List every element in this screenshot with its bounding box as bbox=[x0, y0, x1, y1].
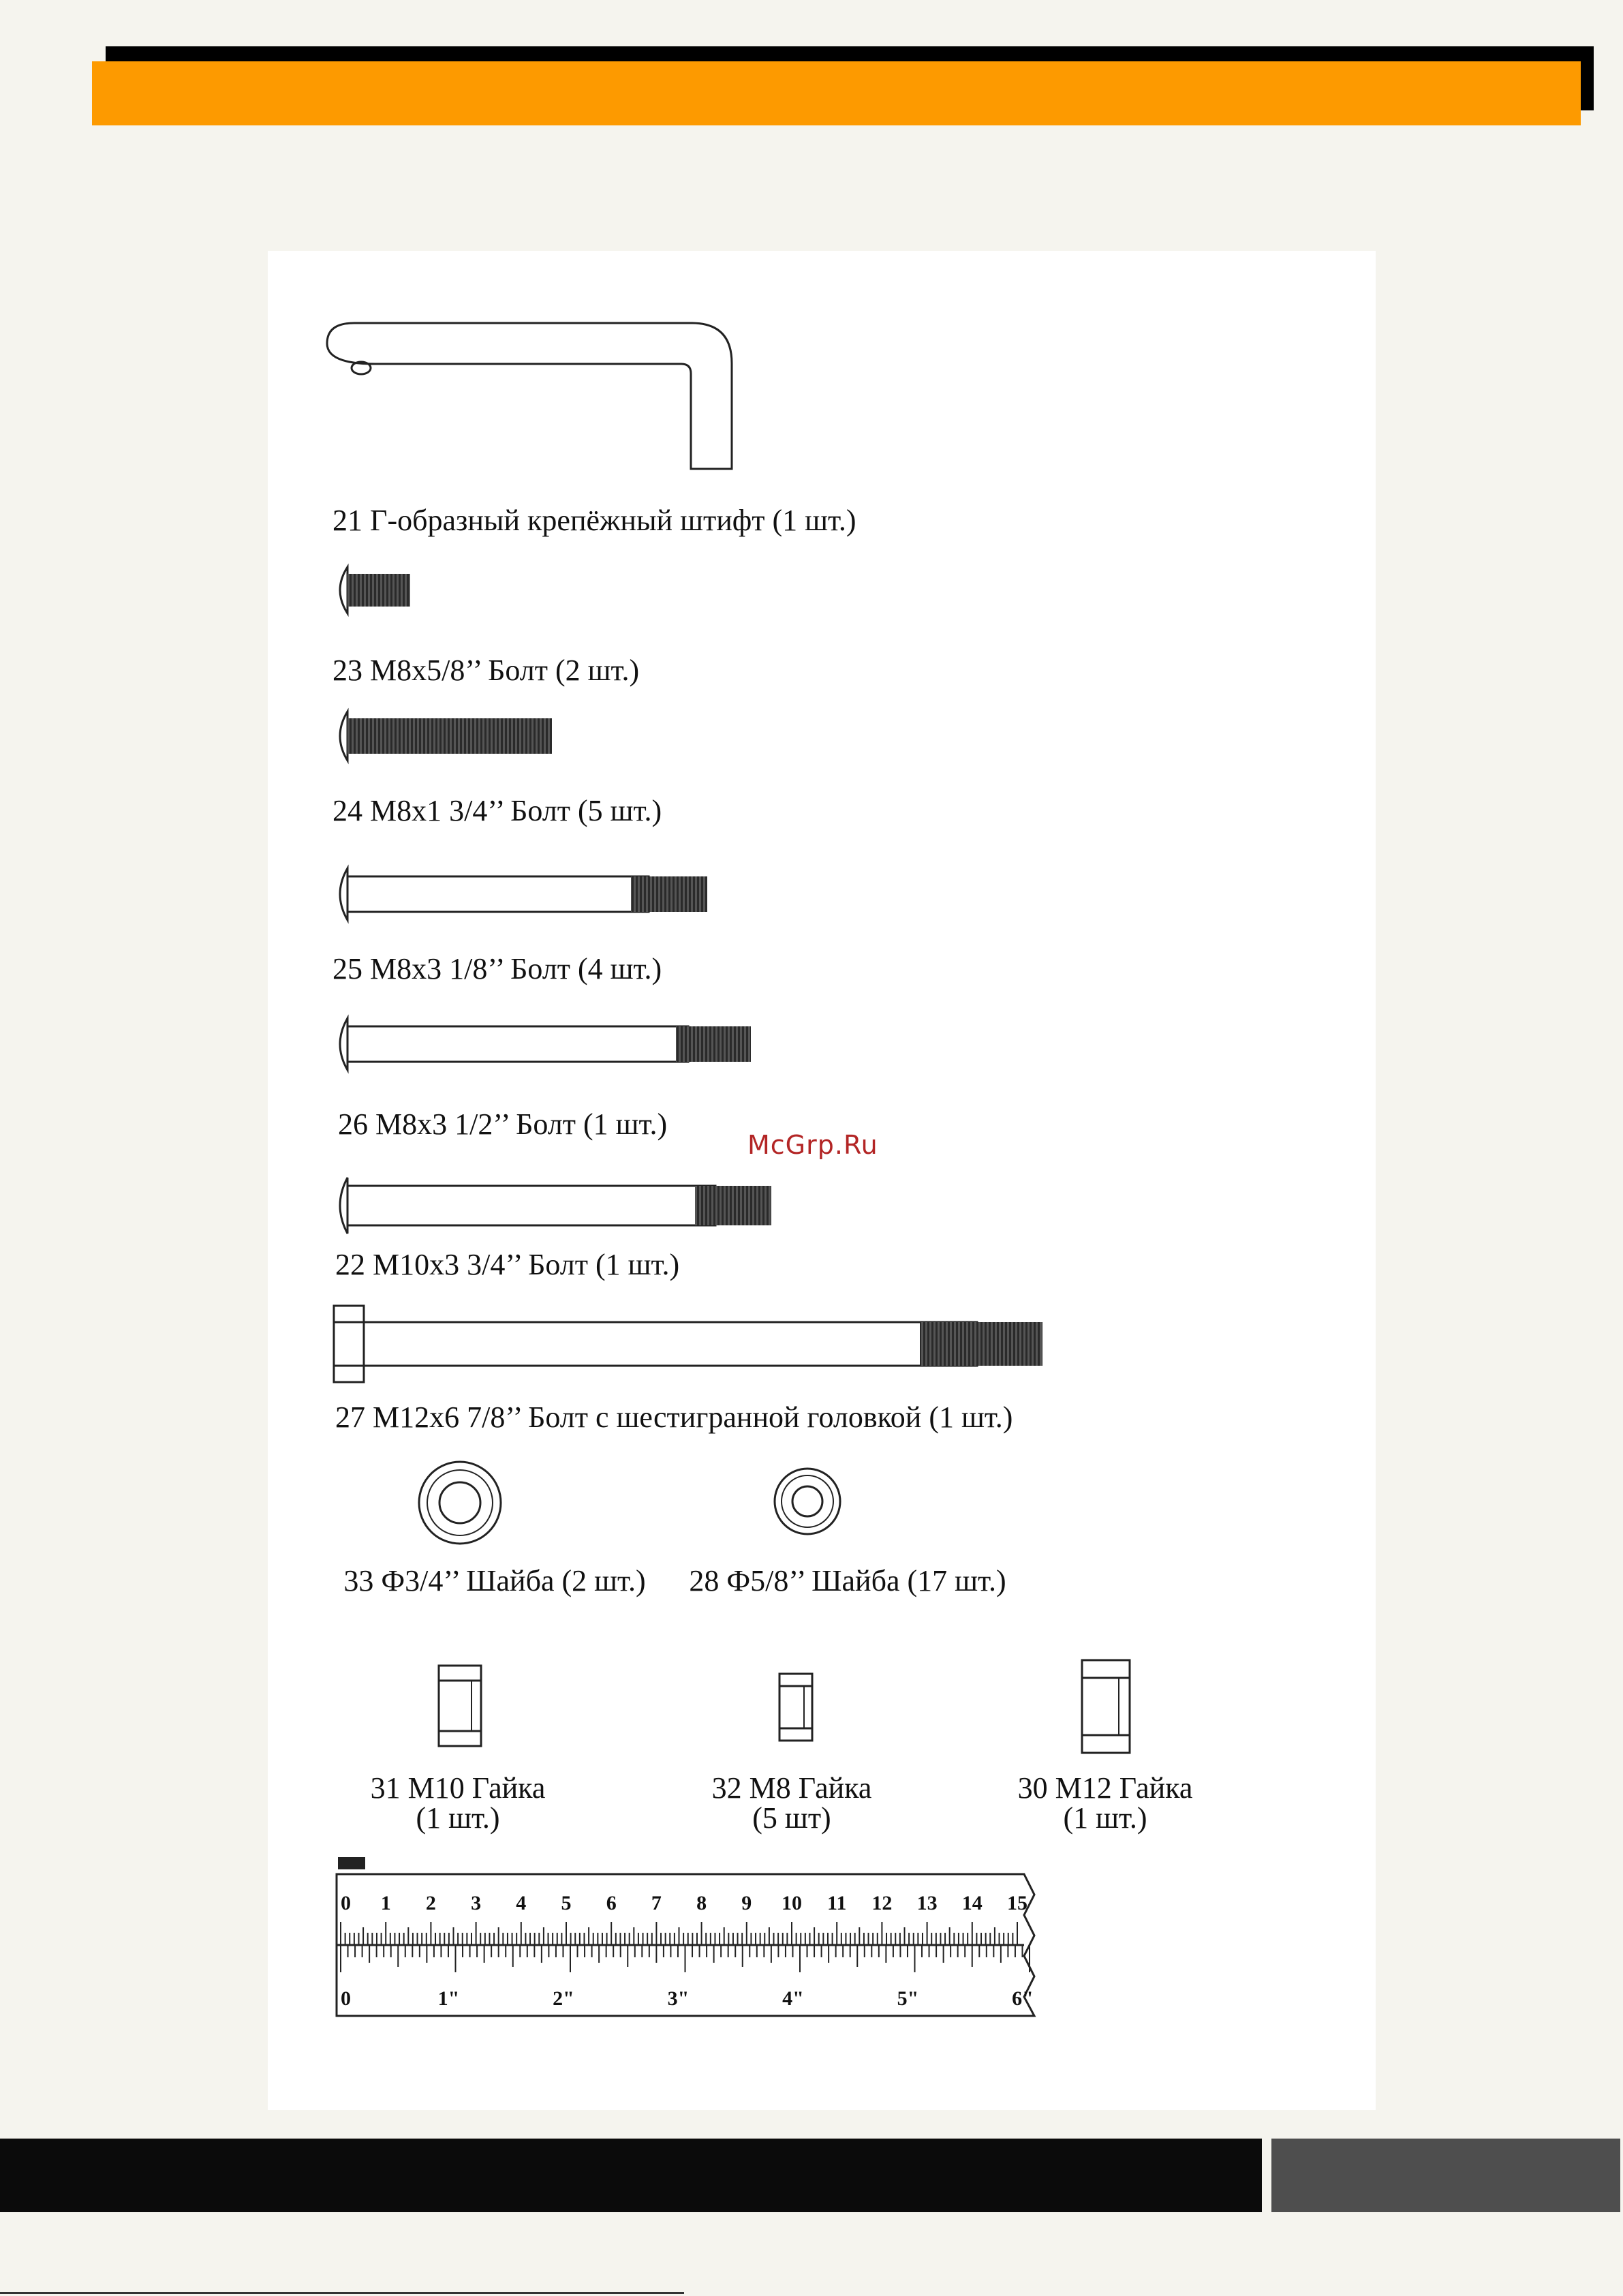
part-27-caption: 27 M12x6 7/8’’ Болт с шестигранной головкой (1 шт.) bbox=[335, 1400, 1013, 1434]
part-32-qty: (5 шт) bbox=[752, 1801, 831, 1835]
part-30-caption bbox=[1018, 1773, 1193, 1833]
ruler-cm-label: 8 bbox=[696, 1892, 707, 1914]
bottom-rule bbox=[0, 2292, 684, 2294]
ruler-cm-label: 7 bbox=[651, 1892, 662, 1914]
footer-bar bbox=[0, 2139, 1262, 2212]
ruler-cm-label: 6 bbox=[606, 1892, 617, 1914]
l-pin-illustration bbox=[320, 320, 736, 470]
bolt-25-illustration bbox=[331, 866, 713, 923]
part-28-caption: 28 Ф5/8’’ Шайба (17 шт.) bbox=[689, 1564, 1006, 1597]
ruler-cm-label: 2 bbox=[425, 1892, 436, 1914]
footer-page-box bbox=[1271, 2139, 1620, 2212]
ruler-cm-label: 0 bbox=[341, 1892, 351, 1914]
part-22-caption: 22 M10x3 3/4’’ Болт (1 шт.) bbox=[335, 1248, 680, 1281]
watermark: McGrp.Ru bbox=[747, 1130, 878, 1160]
bolt-24-illustration bbox=[331, 709, 563, 763]
ruler-inch-label: 1" bbox=[437, 1987, 460, 2010]
bolt-22-illustration bbox=[331, 1175, 781, 1236]
part-32-caption bbox=[712, 1773, 872, 1833]
nut-30-illustration bbox=[1079, 1657, 1132, 1756]
ruler-cm-label: 9 bbox=[741, 1892, 752, 1914]
ruler-cm-label: 11 bbox=[827, 1892, 847, 1914]
bolt-23-illustration bbox=[331, 564, 420, 616]
part-26-caption: 26 M8x3 1/2’’ Болт (1 шт.) bbox=[338, 1107, 668, 1141]
measuring-ruler bbox=[333, 1854, 1055, 2031]
ruler-cm-label: 1 bbox=[380, 1892, 391, 1914]
part-31-name: 31 M10 Гайка bbox=[370, 1771, 546, 1805]
part-23-caption: 23 M8x5/8’’ Болт (2 шт.) bbox=[333, 654, 640, 687]
ruler-inch-label: 3" bbox=[667, 1987, 690, 2010]
ruler-cm-label: 15 bbox=[1007, 1892, 1027, 1914]
part-31-qty: (1 шт.) bbox=[416, 1801, 500, 1835]
ruler-inch-label: 4" bbox=[782, 1987, 804, 2010]
ruler-cm-label: 14 bbox=[961, 1892, 983, 1914]
ruler-cm-label: 4 bbox=[516, 1892, 527, 1914]
part-21-caption: 21 Г-образный крепёжный штифт (1 шт.) bbox=[333, 504, 856, 537]
washer-33-illustration bbox=[416, 1458, 504, 1547]
part-24-caption: 24 M8x1 3/4’’ Болт (5 шт.) bbox=[333, 794, 662, 827]
part-30-qty: (1 шт.) bbox=[1063, 1801, 1147, 1835]
part-25-caption: 25 M8x3 1/8’’ Болт (4 шт.) bbox=[333, 952, 662, 985]
part-32-name: 32 M8 Гайка bbox=[711, 1771, 872, 1805]
ruler-inch-label: 6" bbox=[1012, 1987, 1034, 2010]
part-33-caption: 33 Ф3/4’’ Шайба (2 шт.) bbox=[343, 1564, 646, 1597]
ruler-unit-badge bbox=[338, 1857, 365, 1869]
ruler-inch-label: 5" bbox=[897, 1987, 919, 2010]
washer-28-illustration bbox=[771, 1465, 844, 1537]
bolt-26-illustration bbox=[331, 1015, 754, 1073]
ruler-inch-label: 0 bbox=[341, 1987, 351, 2010]
ruler-cm-label: 13 bbox=[916, 1892, 938, 1914]
ruler-cm-label: 5 bbox=[561, 1892, 572, 1914]
ruler-cm-label: 10 bbox=[782, 1892, 802, 1914]
nut-31-illustration bbox=[436, 1663, 484, 1749]
ruler-cm-label: 12 bbox=[871, 1892, 893, 1914]
header-bar bbox=[92, 61, 1581, 125]
part-31-caption bbox=[371, 1773, 546, 1833]
ruler-cm-label: 3 bbox=[471, 1892, 482, 1914]
part-30-name: 30 M12 Гайка bbox=[1017, 1771, 1193, 1805]
hex-bolt-27-illustration bbox=[333, 1303, 1048, 1385]
ruler-inch-label: 2" bbox=[553, 1987, 574, 2010]
nut-32-illustration bbox=[777, 1671, 815, 1743]
